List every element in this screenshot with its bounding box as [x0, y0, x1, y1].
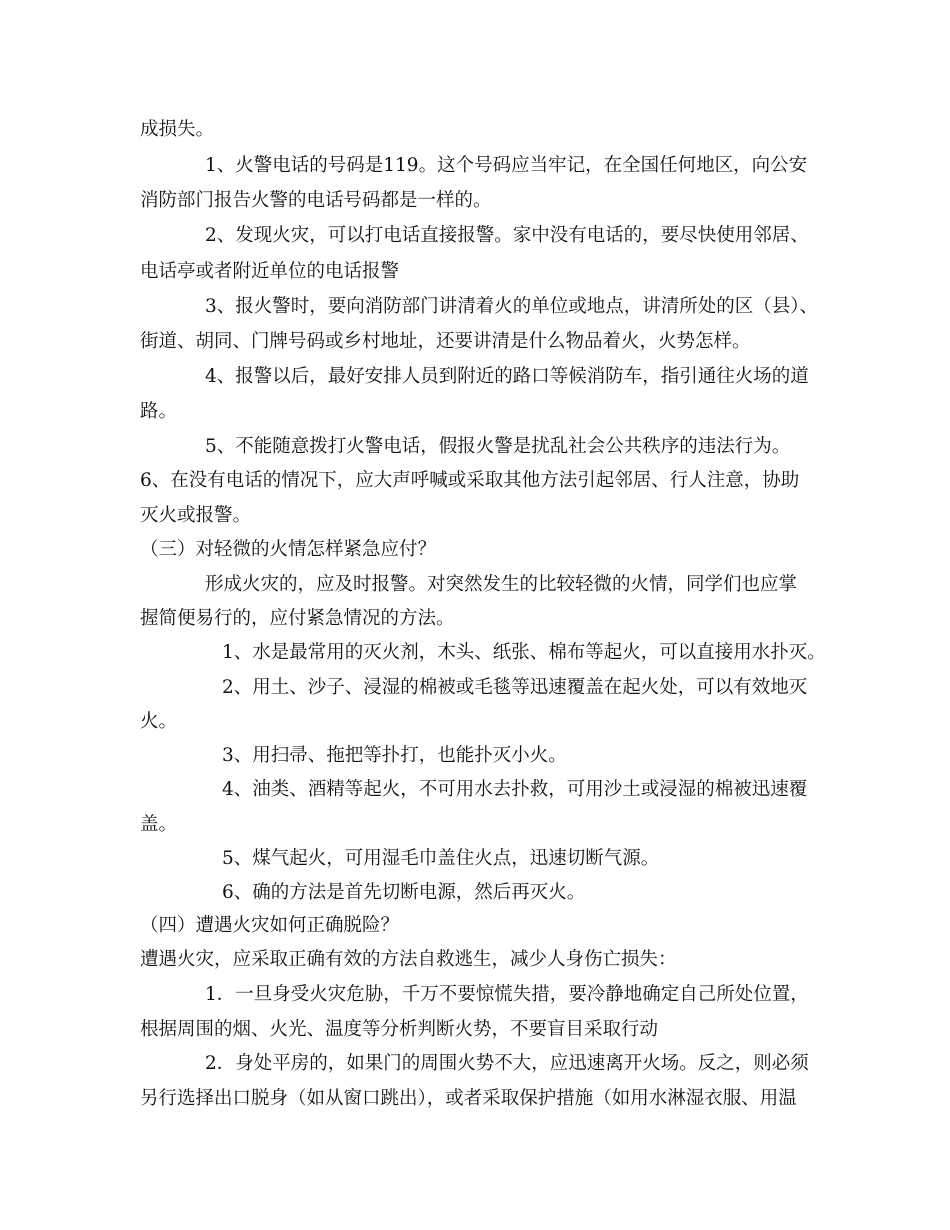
text-line: 3、报火警时，要向消防部门讲清着火的单位或地点，讲清所处的区（县）、 [205, 296, 819, 317]
text-line: 成损失。 [140, 119, 215, 140]
section-heading: （四）遭遇火灾如何正确脱险？ [140, 915, 400, 936]
text-line: 1、水是最常用的灭火剂，木头、纸张、棉布等起火，可以直接用水扑灭。 [222, 642, 826, 663]
text-line: 遭遇火灾，应采取正确有效的方法自救逃生，减少人身伤亡损失： [140, 949, 677, 970]
text-line: 街道、胡同、门牌号码或乡村地址，还要讲清是什么物品着火，火势怎样。 [140, 331, 751, 352]
text-line: 1．一旦身受火灾危胁，千万不要惊慌失措，要冷静地确定自己所处位置， [205, 984, 809, 1005]
text-line: 根据周围的烟、火光、温度等分析判断火势，不要盲目采取行动 [140, 1019, 659, 1040]
text-line: 5、不能随意拨打火警电话，假报火警是扰乱社会公共秩序的违法行为。 [205, 436, 791, 457]
text-line: 6、在没有电话的情况下，应大声呼喊或采取其他方法引起邻居、行人注意，协助 [140, 470, 800, 491]
text-line: 盖。 [140, 814, 178, 835]
text-line: 火。 [140, 711, 178, 732]
section-heading: （三）对轻微的火情怎样紧急应付？ [140, 539, 437, 560]
text-line: 灭火或报警。 [140, 505, 252, 526]
text-line: 2、发现火灾，可以打电话直接报警。家中没有电话的，要尽快使用邻居、 [205, 225, 809, 246]
text-line: 1、火警电话的号码是119。这个号码应当牢记，在全国任何地区，向公安 [205, 155, 808, 176]
text-line: 另行选择出口脱身（如从窗口跳出），或者采取保护措施（如用水淋湿衣服、用温 [140, 1088, 797, 1109]
text-line: 4、报警以后，最好安排人员到附近的路口等候消防车，指引通往火场的道 [205, 366, 809, 387]
text-line: 消防部门报告火警的电话号码都是一样的。 [140, 190, 492, 211]
text-line: 5、煤气起火，可用湿毛巾盖住火点，迅速切断气源。 [222, 848, 660, 869]
text-line: 形成火灾的，应及时报警。对突然发生的比较轻微的火情，同学们也应掌 [205, 574, 798, 595]
text-line: 6、确的方法是首先切断电源，然后再灭火。 [222, 882, 586, 903]
text-line: 握简便易行的，应付紧急情况的方法。 [140, 608, 455, 629]
text-line: 路。 [140, 401, 178, 422]
text-line: 3、用扫帚、拖把等扑打，也能扑灭小火。 [222, 745, 567, 766]
text-line: 2．身处平房的，如果门的周围火势不大，应迅速离开火场。反之，则必须 [205, 1053, 809, 1074]
text-line: 2、用土、沙子、浸湿的棉被或毛毯等迅速覆盖在起火处，可以有效地灭 [222, 677, 808, 698]
text-line: 4、油类、酒精等起火，不可用水去扑救，可用沙土或浸湿的棉被迅速覆 [222, 779, 808, 800]
text-line: 电话亭或者附近单位的电话报警 [140, 261, 400, 282]
